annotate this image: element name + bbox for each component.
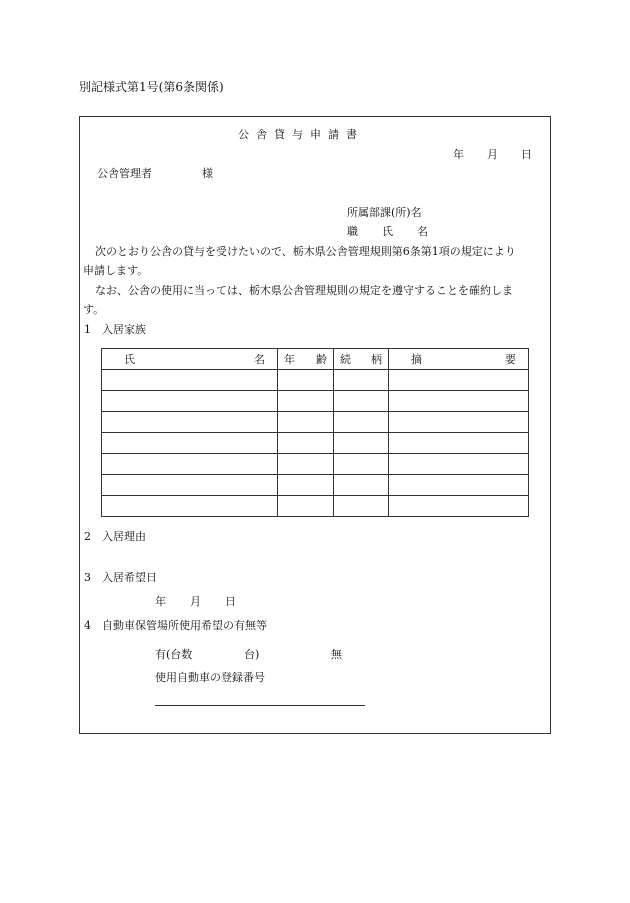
cell-age [278, 391, 334, 412]
table-row [102, 433, 529, 454]
cell-remarks [389, 454, 529, 475]
parking-has-label: 有(台数 [155, 648, 193, 661]
table-row [102, 475, 529, 496]
section4-label: 4 自動車保管場所使用希望の有無等 [84, 619, 267, 632]
cell-age [278, 454, 334, 475]
section3-label: 3 入居希望日 [84, 571, 157, 584]
cell-age [278, 475, 334, 496]
table-row [102, 370, 529, 391]
registration-label: 使用自動車の登録番号 [155, 671, 265, 684]
move-in-year: 年 [155, 595, 166, 608]
applicant-title-label: 職 [347, 225, 358, 238]
cell-name [102, 454, 278, 475]
cell-remarks [389, 496, 529, 517]
paragraph1-line2: 申請します。 [83, 264, 149, 277]
family-table [101, 348, 529, 517]
parking-none-label: 無 [331, 648, 342, 661]
parking-unit-label: 台) [244, 648, 260, 661]
applicant-name-label: 名 [417, 225, 428, 238]
cell-relation [334, 496, 389, 517]
date-year: 年 [453, 148, 464, 161]
col-relation: 続 柄 [334, 349, 389, 370]
cell-remarks [389, 475, 529, 496]
paragraph1-line1: 次のとおり公舎の貸与を受けたいので、栃木県公舎管理規則第6条第1項の規定により [95, 245, 516, 258]
cell-relation [334, 454, 389, 475]
cell-age [278, 433, 334, 454]
cell-remarks [389, 433, 529, 454]
col-age: 年 齢 [278, 349, 334, 370]
move-in-month: 月 [190, 595, 201, 608]
date-month: 月 [487, 148, 498, 161]
cell-name [102, 475, 278, 496]
form-title: 公舎貸与申請書 [238, 128, 364, 141]
cell-remarks [389, 391, 529, 412]
cell-name [102, 412, 278, 433]
move-in-day: 日 [225, 595, 236, 608]
applicant-surname-label: 氏 [382, 225, 393, 238]
cell-name [102, 496, 278, 517]
cell-remarks [389, 370, 529, 391]
family-table-header [102, 349, 529, 370]
cell-relation [334, 433, 389, 454]
table-row [102, 496, 529, 517]
cell-relation [334, 370, 389, 391]
date-day: 日 [521, 148, 532, 161]
form-number-label: 別記様式第1号(第6条関係) [79, 80, 224, 94]
applicant-dept-label: 所属部課(所)名 [347, 206, 422, 219]
paragraph2-line2: す。 [83, 303, 105, 316]
cell-relation [334, 391, 389, 412]
cell-name [102, 391, 278, 412]
cell-name [102, 370, 278, 391]
cell-relation [334, 475, 389, 496]
cell-age [278, 496, 334, 517]
addressee-honorific: 様 [202, 167, 213, 180]
cell-age [278, 370, 334, 391]
section2-label: 2 入居理由 [84, 530, 146, 543]
table-row [102, 412, 529, 433]
cell-name [102, 433, 278, 454]
col-remarks: 摘 要 [389, 349, 529, 370]
table-row [102, 391, 529, 412]
col-name: 氏 名 [102, 349, 278, 370]
registration-input-line [155, 705, 365, 706]
addressee-name: 公舎管理者 [97, 167, 152, 180]
table-row [102, 454, 529, 475]
cell-age [278, 412, 334, 433]
cell-remarks [389, 412, 529, 433]
paragraph2-line1: なお、公舎の使用に当っては、栃木県公舎管理規則の規定を遵守することを確約しま [95, 284, 513, 297]
section1-label: 1 入居家族 [84, 323, 146, 336]
cell-relation [334, 412, 389, 433]
